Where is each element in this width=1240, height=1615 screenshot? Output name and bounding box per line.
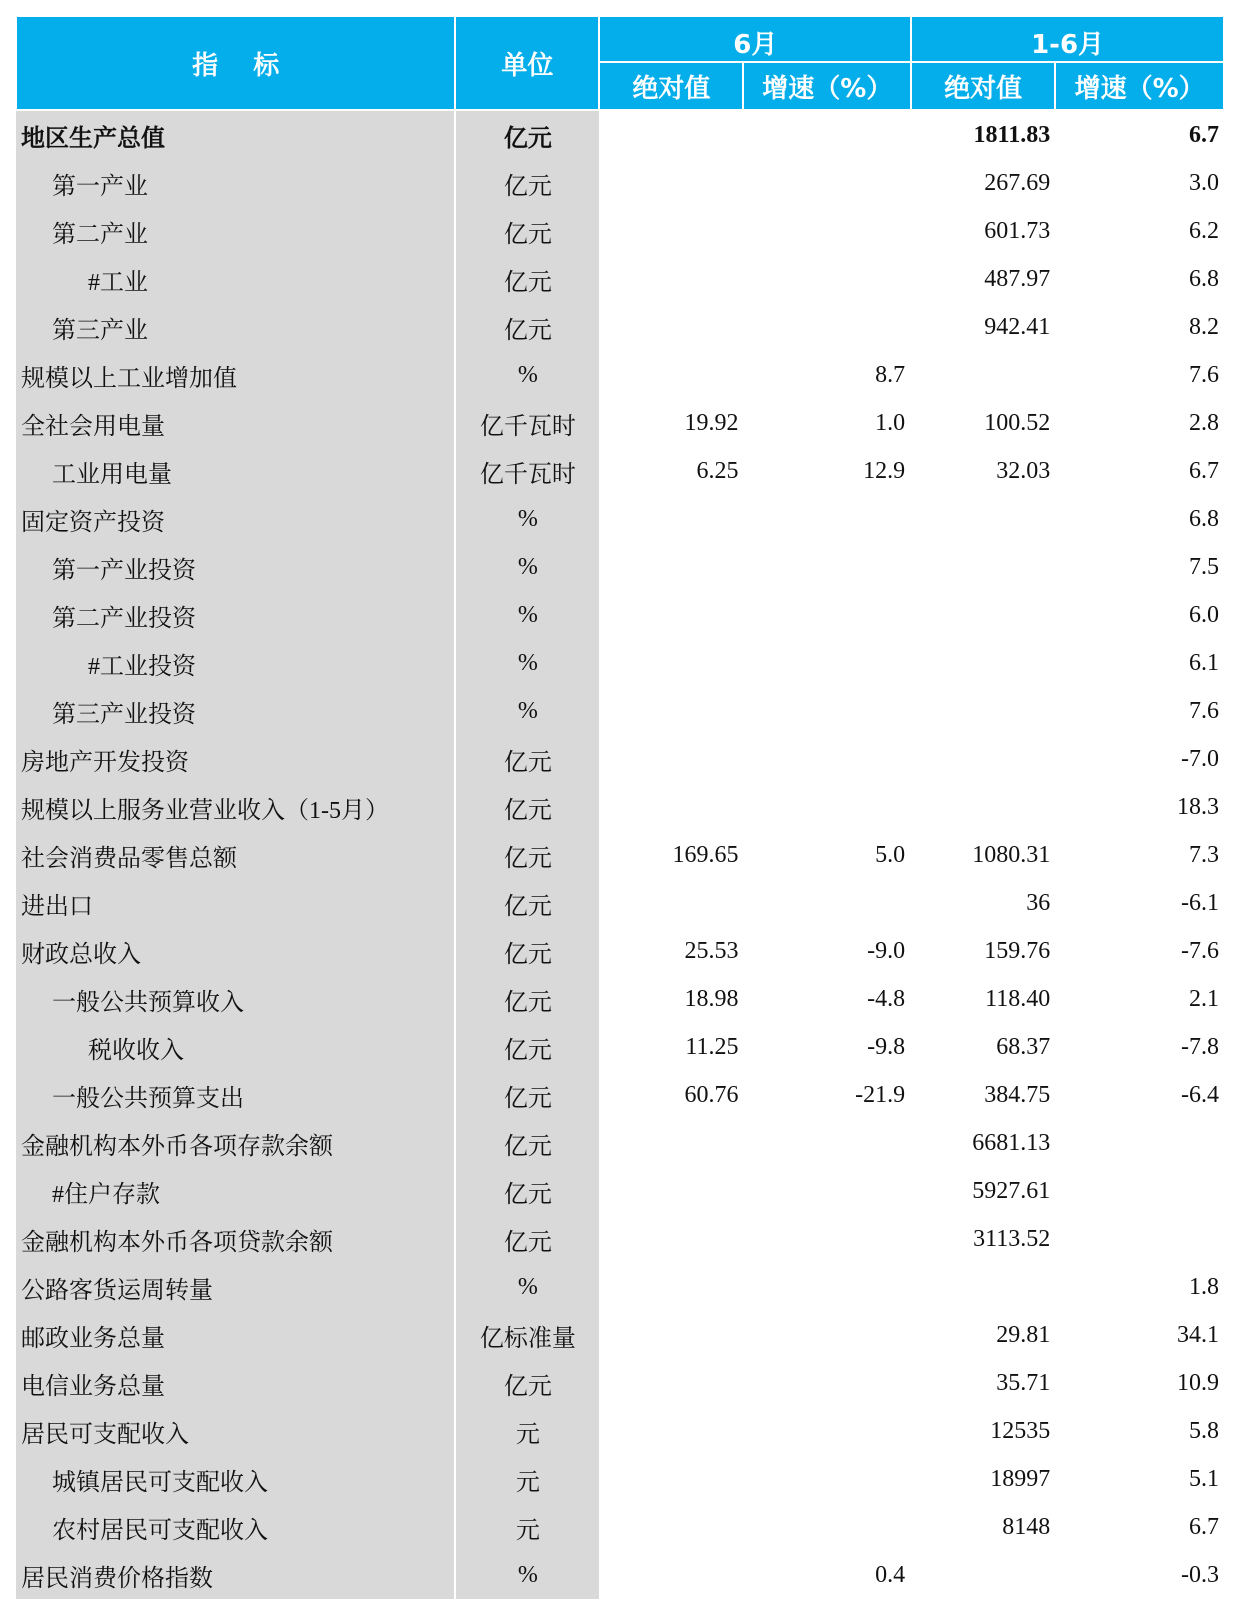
ytd-growth-cell <box>1055 1167 1224 1215</box>
june-growth-cell <box>743 1311 911 1359</box>
june-growth-cell <box>743 783 911 831</box>
indicator-name: 地区生产总值 <box>16 110 455 159</box>
ytd-growth-cell: 34.1 <box>1177 1321 1219 1348</box>
table-row <box>16 1455 1224 1503</box>
table-row <box>16 1023 1224 1071</box>
indicator-name: #住户存款 <box>16 1167 455 1215</box>
ytd-growth-cell: 8.2 <box>1189 313 1219 340</box>
unit-cell: 亿元 <box>455 1167 599 1215</box>
unit-cell: 亿元 <box>455 927 599 975</box>
june-abs-cell <box>599 1359 743 1407</box>
ytd-abs-cell: 5927.61 <box>972 1177 1051 1204</box>
june-abs-cell <box>599 255 743 303</box>
june-abs-cell <box>599 1263 743 1311</box>
june-growth-cell <box>743 1215 911 1263</box>
june-growth-cell <box>743 110 911 159</box>
unit-cell: 亿元 <box>455 1071 599 1119</box>
ytd-growth-cell: 6.8 <box>1189 505 1219 532</box>
unit-cell: 亿元 <box>455 1359 599 1407</box>
june-abs-cell <box>599 783 743 831</box>
unit-cell: 元 <box>455 1503 599 1551</box>
ytd-growth-cell: 3.0 <box>1189 169 1219 196</box>
unit-cell: % <box>455 1551 599 1599</box>
indicator-name: 公路客货运周转量 <box>16 1263 455 1311</box>
indicator-name: #工业 <box>16 255 455 303</box>
ytd-growth-cell: 18.3 <box>1177 793 1219 820</box>
ytd-abs-cell: 68.37 <box>996 1033 1051 1060</box>
june-growth-cell <box>743 1455 911 1503</box>
table-row <box>16 1263 1224 1311</box>
ytd-abs-cell: 36 <box>1026 889 1051 916</box>
ytd-growth-cell <box>1055 1215 1224 1263</box>
ytd-growth-cell: 6.7 <box>1189 1513 1219 1540</box>
june-growth-cell <box>743 1119 911 1167</box>
ytd-abs-cell: 32.03 <box>996 457 1051 484</box>
table-row <box>16 1503 1224 1551</box>
ytd-abs-cell <box>911 687 1055 735</box>
ytd-growth-cell: 6.0 <box>1189 601 1219 628</box>
header-unit: 单位 <box>455 16 599 110</box>
june-growth-cell <box>743 879 911 927</box>
table-row <box>16 351 1224 399</box>
unit-cell: % <box>455 639 599 687</box>
june-growth-cell: -9.8 <box>743 1023 911 1071</box>
june-growth-cell: -4.8 <box>743 975 911 1023</box>
ytd-growth-cell: -6.1 <box>1181 889 1219 916</box>
ytd-abs-cell: 942.41 <box>984 313 1051 340</box>
table-row <box>16 1071 1224 1119</box>
june-abs-cell <box>599 543 743 591</box>
june-abs-cell <box>599 495 743 543</box>
june-growth-cell <box>743 1359 911 1407</box>
unit-cell: % <box>455 687 599 735</box>
table-row <box>16 447 1224 495</box>
indicator-name: 房地产开发投资 <box>16 735 455 783</box>
ytd-abs-cell: 100.52 <box>984 409 1051 436</box>
ytd-abs-cell: 29.81 <box>996 1321 1051 1348</box>
ytd-abs-cell <box>911 735 1055 783</box>
ytd-growth-cell: -7.6 <box>1181 937 1219 964</box>
unit-cell: 亿元 <box>455 159 599 207</box>
table-row <box>16 687 1224 735</box>
unit-cell: 亿元 <box>455 1023 599 1071</box>
indicator-name: #工业投资 <box>16 639 455 687</box>
table-row <box>16 735 1224 783</box>
june-abs-cell <box>599 1215 743 1263</box>
indicator-name: 全社会用电量 <box>16 399 455 447</box>
unit-cell: 亿元 <box>455 735 599 783</box>
table-row <box>16 927 1224 975</box>
june-growth-cell: -21.9 <box>743 1071 911 1119</box>
june-abs-cell <box>599 1407 743 1455</box>
table-row <box>16 495 1224 543</box>
ytd-growth-cell <box>1055 1119 1224 1167</box>
ytd-growth-cell: 2.1 <box>1189 985 1219 1012</box>
ytd-growth-cell: 6.7 <box>1189 121 1219 148</box>
unit-cell: 亿元 <box>455 207 599 255</box>
june-abs-cell: 25.53 <box>684 937 739 964</box>
indicator-name: 居民可支配收入 <box>16 1407 455 1455</box>
ytd-abs-cell <box>911 1263 1055 1311</box>
june-abs-cell <box>599 879 743 927</box>
unit-cell: 元 <box>455 1455 599 1503</box>
ytd-growth-cell: -7.8 <box>1181 1033 1219 1060</box>
table-row <box>16 975 1224 1023</box>
ytd-abs-cell <box>911 783 1055 831</box>
table-row <box>16 110 1224 159</box>
table-row <box>16 1359 1224 1407</box>
unit-cell: 亿元 <box>455 831 599 879</box>
unit-cell: 亿元 <box>455 1215 599 1263</box>
indicator-name: 进出口 <box>16 879 455 927</box>
ytd-abs-cell: 487.97 <box>984 265 1051 292</box>
table-row <box>16 879 1224 927</box>
unit-cell: 亿元 <box>455 879 599 927</box>
ytd-abs-cell <box>911 495 1055 543</box>
table-row <box>16 1215 1224 1263</box>
june-growth-cell: 12.9 <box>743 447 911 495</box>
indicator-name: 第二产业投资 <box>16 591 455 639</box>
ytd-growth-cell: 10.9 <box>1177 1369 1219 1396</box>
june-abs-cell <box>599 1503 743 1551</box>
june-abs-cell <box>599 591 743 639</box>
table-body <box>16 110 1224 1599</box>
june-growth-cell <box>743 1167 911 1215</box>
table-row <box>16 1167 1224 1215</box>
ytd-abs-cell: 3113.52 <box>973 1225 1051 1252</box>
ytd-abs-cell: 6681.13 <box>972 1129 1051 1156</box>
ytd-abs-cell: 12535 <box>990 1417 1051 1444</box>
indicator-name: 第一产业 <box>16 159 455 207</box>
june-growth-cell <box>743 159 911 207</box>
unit-cell: 亿元 <box>455 783 599 831</box>
indicator-name: 城镇居民可支配收入 <box>16 1455 455 1503</box>
table-row <box>16 783 1224 831</box>
indicator-name: 第三产业投资 <box>16 687 455 735</box>
ytd-abs-cell <box>911 543 1055 591</box>
unit-cell: % <box>455 1263 599 1311</box>
unit-cell: 亿元 <box>455 255 599 303</box>
june-growth-cell: -9.0 <box>743 927 911 975</box>
unit-cell: % <box>455 495 599 543</box>
unit-cell: 亿元 <box>455 975 599 1023</box>
indicator-name: 工业用电量 <box>16 447 455 495</box>
june-growth-cell: 8.7 <box>743 351 911 399</box>
june-abs-cell: 6.25 <box>696 457 739 484</box>
june-abs-cell <box>599 1167 743 1215</box>
june-growth-cell <box>743 1263 911 1311</box>
june-abs-cell: 60.76 <box>684 1081 739 1108</box>
ytd-growth-cell: 7.6 <box>1189 697 1219 724</box>
ytd-abs-cell: 1080.31 <box>972 841 1051 868</box>
table-row <box>16 255 1224 303</box>
indicator-name: 第一产业投资 <box>16 543 455 591</box>
header-jan-june: 1-6月 <box>911 16 1224 62</box>
unit-cell: % <box>455 543 599 591</box>
indicator-name: 邮政业务总量 <box>16 1311 455 1359</box>
table-row <box>16 831 1224 879</box>
june-growth-cell <box>743 1503 911 1551</box>
unit-cell: % <box>455 591 599 639</box>
indicator-name: 规模以上服务业营业收入（1-5月） <box>16 783 455 831</box>
unit-cell: 亿元 <box>455 110 599 159</box>
table-row <box>16 303 1224 351</box>
june-abs-cell <box>599 303 743 351</box>
ytd-growth-cell: 6.2 <box>1189 217 1219 244</box>
ytd-growth-cell: -7.0 <box>1181 745 1219 772</box>
june-abs-cell: 11.25 <box>685 1033 739 1060</box>
header-june-abs: 绝对值 <box>599 62 743 110</box>
ytd-growth-cell: 5.8 <box>1189 1417 1219 1444</box>
june-abs-cell: 19.92 <box>684 409 739 436</box>
ytd-growth-cell: 6.8 <box>1189 265 1219 292</box>
june-abs-cell <box>599 159 743 207</box>
unit-cell: 亿千瓦时 <box>455 447 599 495</box>
june-growth-cell <box>743 591 911 639</box>
ytd-abs-cell: 159.76 <box>984 937 1051 964</box>
table-row <box>16 591 1224 639</box>
table-row <box>16 207 1224 255</box>
unit-cell: 亿标准量 <box>455 1311 599 1359</box>
indicator-name: 社会消费品零售总额 <box>16 831 455 879</box>
ytd-abs-cell <box>911 591 1055 639</box>
june-growth-cell: 5.0 <box>743 831 911 879</box>
june-abs-cell <box>599 687 743 735</box>
ytd-abs-cell: 35.71 <box>996 1369 1051 1396</box>
june-abs-cell: 169.65 <box>672 841 739 868</box>
ytd-growth-cell: 6.1 <box>1189 649 1219 676</box>
unit-cell: 亿元 <box>455 1119 599 1167</box>
june-growth-cell <box>743 543 911 591</box>
ytd-growth-cell: 7.3 <box>1189 841 1219 868</box>
indicator-name: 一般公共预算支出 <box>16 1071 455 1119</box>
june-growth-cell <box>743 687 911 735</box>
ytd-abs-cell: 118.40 <box>985 985 1051 1012</box>
indicator-name: 税收收入 <box>16 1023 455 1071</box>
june-growth-cell: 0.4 <box>743 1551 911 1599</box>
june-growth-cell <box>743 495 911 543</box>
table-row <box>16 1311 1224 1359</box>
june-growth-cell <box>743 639 911 687</box>
ytd-abs-cell: 8148 <box>1002 1513 1051 1540</box>
ytd-abs-cell: 18997 <box>990 1465 1051 1492</box>
table-row <box>16 639 1224 687</box>
june-abs-cell: 18.98 <box>684 985 739 1012</box>
table-row <box>16 1551 1224 1599</box>
june-abs-cell <box>599 1455 743 1503</box>
ytd-abs-cell <box>911 639 1055 687</box>
ytd-growth-cell: 1.8 <box>1189 1273 1219 1300</box>
table-row <box>16 543 1224 591</box>
table-row <box>16 1407 1224 1455</box>
unit-cell: % <box>455 351 599 399</box>
header-ytd-abs: 绝对值 <box>911 62 1055 110</box>
june-growth-cell <box>743 735 911 783</box>
june-growth-cell <box>743 207 911 255</box>
june-growth-cell <box>743 303 911 351</box>
unit-cell: 元 <box>455 1407 599 1455</box>
indicator-name: 电信业务总量 <box>16 1359 455 1407</box>
indicator-name: 第二产业 <box>16 207 455 255</box>
table-row <box>16 399 1224 447</box>
ytd-growth-cell: -6.4 <box>1181 1081 1219 1108</box>
ytd-growth-cell: 7.5 <box>1189 553 1219 580</box>
header-indicator: 指 标 <box>16 16 455 110</box>
june-abs-cell <box>599 1311 743 1359</box>
june-abs-cell <box>599 110 743 159</box>
ytd-growth-cell: 2.8 <box>1189 409 1219 436</box>
ytd-abs-cell: 267.69 <box>984 169 1051 196</box>
indicator-name: 一般公共预算收入 <box>16 975 455 1023</box>
june-growth-cell <box>743 255 911 303</box>
ytd-abs-cell: 384.75 <box>984 1081 1051 1108</box>
header-ytd-growth: 增速（%） <box>1055 62 1224 110</box>
indicator-name: 财政总收入 <box>16 927 455 975</box>
indicator-name: 农村居民可支配收入 <box>16 1503 455 1551</box>
june-abs-cell <box>599 735 743 783</box>
ytd-abs-cell <box>911 1551 1055 1599</box>
indicator-name: 规模以上工业增加值 <box>16 351 455 399</box>
indicator-name: 金融机构本外币各项贷款余额 <box>16 1215 455 1263</box>
indicator-name: 居民消费价格指数 <box>16 1551 455 1599</box>
ytd-abs-cell: 601.73 <box>984 217 1051 244</box>
table-row <box>16 1119 1224 1167</box>
statistics-table <box>15 15 1225 1599</box>
indicator-name: 金融机构本外币各项存款余额 <box>16 1119 455 1167</box>
june-abs-cell <box>599 1551 743 1599</box>
june-abs-cell <box>599 207 743 255</box>
june-growth-cell <box>743 1407 911 1455</box>
table-header <box>16 16 1224 110</box>
june-growth-cell: 1.0 <box>743 399 911 447</box>
june-abs-cell <box>599 639 743 687</box>
unit-cell: 亿千瓦时 <box>455 399 599 447</box>
ytd-abs-cell: 1811.83 <box>973 121 1051 148</box>
table-row <box>16 159 1224 207</box>
header-june-growth: 增速（%） <box>743 62 911 110</box>
indicator-name: 固定资产投资 <box>16 495 455 543</box>
june-abs-cell <box>599 351 743 399</box>
ytd-abs-cell <box>911 351 1055 399</box>
header-june: 6月 <box>599 16 911 62</box>
june-abs-cell <box>599 1119 743 1167</box>
unit-cell: 亿元 <box>455 303 599 351</box>
ytd-growth-cell: -0.3 <box>1181 1561 1219 1588</box>
ytd-growth-cell: 5.1 <box>1189 1465 1219 1492</box>
ytd-growth-cell: 7.6 <box>1189 361 1219 388</box>
indicator-name: 第三产业 <box>16 303 455 351</box>
ytd-growth-cell: 6.7 <box>1189 457 1219 484</box>
